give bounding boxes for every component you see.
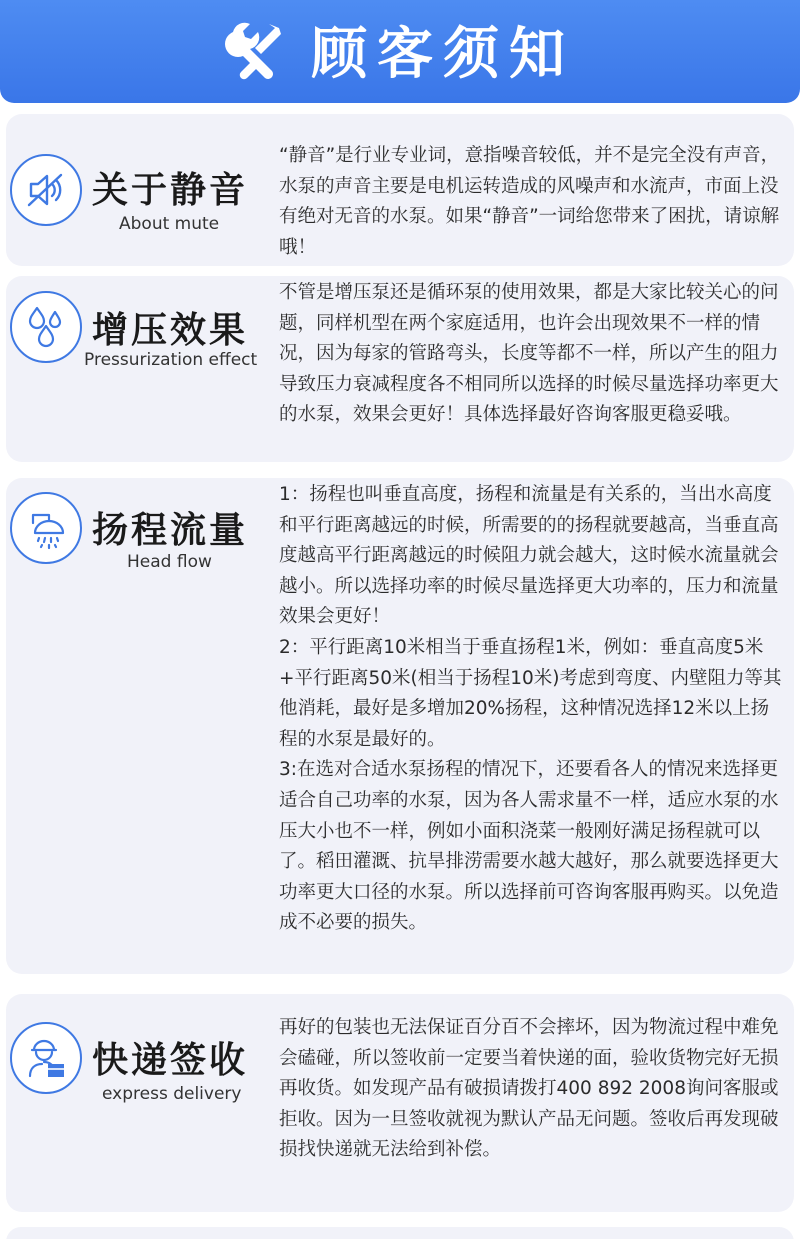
paragraph: 1：扬程也叫垂直高度，扬程和流量是有关系的，当出水高度和平行距离越远的时候，所需要的的扬程就要越高，当垂直高度越高平行距离越远的时候阻力就会越大，这时候水流量就会越小。所以选择功率的时候尽量选择更大功率的，压力和流量效果会更好！ [279, 484, 779, 628]
section-text [279, 1013, 784, 1166]
section-title: 快递签收 [92, 1040, 249, 1081]
header-banner [0, 0, 800, 103]
section-subtitle: About mute [119, 214, 220, 234]
paragraph: 不管是增压泵还是循环泵的使用效果，都是大家比较关心的问题，同样机型在两个家庭适用，也许会出现效果不一样的情况，因为每家的管路弯头，长度等都不一样，所以产生的阻力导致压力衰减程度各不相同所以选择的时候尽量选择功率更大的水泵，效果会更好！具体选择最好咨询客服更稳妥哦。 [279, 282, 779, 426]
paragraph: 2：平行距离10米相当于垂直扬程1米，例如：垂直高度5米+平行距离50米(相当于扬程10米)考虑到弯度、内壁阻力等其他消耗，最好是多增加20%扬程，这种情况选择12米以上扬程的水泵是最好的。 [279, 636, 782, 750]
section-title: 扬程流量 [92, 510, 249, 551]
section-header [6, 276, 276, 462]
mute-speaker-icon [10, 154, 82, 226]
wrench-screwdriver-icon [225, 18, 289, 82]
section-text [279, 141, 784, 263]
next-section-card [6, 1227, 794, 1239]
header-content [225, 10, 575, 90]
courier-icon [10, 1022, 82, 1094]
section-text [279, 480, 784, 939]
section-subtitle: express delivery [102, 1084, 242, 1104]
section-subtitle: Pressurization effect [84, 350, 258, 370]
shower-head-icon [10, 492, 82, 564]
section-title: 关于静音 [92, 170, 249, 211]
section-header [6, 994, 276, 1212]
water-drops-icon [10, 291, 82, 363]
paragraph: 3:在选对合适水泵扬程的情况下，还要看各人的情况来选择更适合自己功率的水泵，因为各人需求量不一样，适应水泵的水压大小也不一样，例如小面积浇菜一般刚好满足扬程就可以了。稻田灌溉、抗旱排涝需要水越大越好，那么就要选择更大功率更大口径的水泵。所以选择前可咨询客服再购买。以免造成不必要的损失。 [279, 759, 779, 934]
section-express-delivery [6, 994, 794, 1212]
section-header [6, 478, 276, 974]
section-subtitle: Head flow [127, 552, 212, 572]
section-text [279, 278, 784, 431]
paragraph: “静音”是行业专业词，意指噪音较低，并不是完全没有声音，水泵的声音主要是电机运转造成的风噪声和水流声，市面上没有绝对无音的水泵。如果“静音”一词给您带来了困扰，请谅解哦！ [279, 145, 780, 258]
page-title: 顾客须知 [311, 21, 575, 87]
section-head-flow [6, 478, 794, 974]
section-mute [6, 114, 794, 266]
paragraph: 再好的包装也无法保证百分百不会摔坏，因为物流过程中难免会磕碰，所以签收前一定要当着快递的面，验收货物完好无损再收货。如发现产品有破损请拨打400 892 2008询问客服或拒收。因为一旦签收就视为默认产品无问题。签收后再发现破损找快递就无法给到补偿。 [279, 1017, 779, 1161]
section-title: 增压效果 [92, 310, 249, 351]
section-pressurization [6, 276, 794, 462]
section-header [6, 114, 276, 266]
